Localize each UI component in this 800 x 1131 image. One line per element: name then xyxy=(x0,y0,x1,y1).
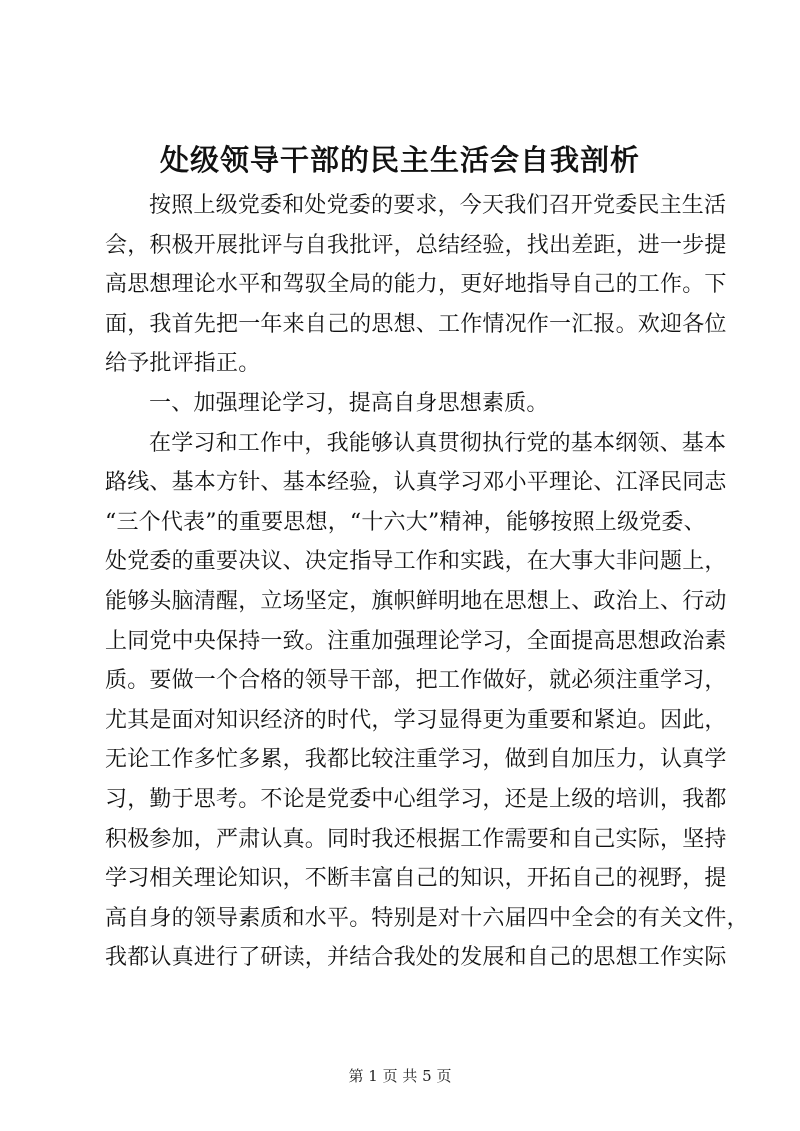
body-line: 质。要做一个合格的领导干部，把工作做好，就必须注重学习， xyxy=(105,668,727,694)
section-heading: 一、加强理论学习，提高自身思想素质。 xyxy=(149,390,549,416)
document-title: 处级领导干部的民主生活会自我剖析 xyxy=(159,143,640,177)
document-body xyxy=(105,186,749,978)
body-line: 上同党中央保持一致。注重加强理论学习，全面提高思想政治素 xyxy=(105,628,727,654)
body-line: 按照上级党委和处党委的要求，今天我们召开党委民主生活 xyxy=(149,193,727,218)
body-line: 高思想理论水平和驾驭全局的能力，更好地指导自己的工作。下 xyxy=(105,272,727,298)
body-line: 面，我首先把一年来自己的思想、工作情况作一汇报。欢迎各位 xyxy=(105,311,727,337)
body-line: 会，积极开展批评与自我批评，总结经验，找出差距，进一步提 xyxy=(105,232,727,258)
body-line: 习，勤于思考。不论是党委中心组学习，还是上级的培训，我都 xyxy=(105,786,727,812)
body-line: 尤其是面对知识经济的时代，学习显得更为重要和紧迫。因此， xyxy=(105,707,727,733)
body-line: 我都认真进行了研读，并结合我处的发展和自己的思想工作实际 xyxy=(105,945,727,971)
body-line: “三个代表”的重要思想，“十六大”精神，能够按照上级党委、 xyxy=(105,509,706,535)
body-line: 高自身的领导素质和水平。特别是对十六届四中全会的有关文件， xyxy=(105,905,749,931)
body-line: 在学习和工作中，我能够认真贯彻执行党的基本纲领、基本 xyxy=(149,430,727,456)
body-line: 无论工作多忙多累，我都比较注重学习，做到自加压力，认真学 xyxy=(105,747,727,773)
body-line: 路线、基本方针、基本经验，认真学习邓小平理论、江泽民同志 xyxy=(105,470,727,496)
body-line: 积极参加，严肃认真。同时我还根据工作需要和自己实际，坚持 xyxy=(105,826,727,852)
body-line: 学习相关理论知识，不断丰富自己的知识，开拓自己的视野，提 xyxy=(105,866,727,892)
body-line: 处党委的重要决议、决定指导工作和实践，在大事大非问题上， xyxy=(105,549,727,575)
body-line: 能够头脑清醒，立场坚定，旗帜鲜明地在思想上、政治上、行动 xyxy=(105,588,727,614)
body-line: 给予批评指正。 xyxy=(105,351,261,377)
page-number-footer: 第 1 页 共 5 页 xyxy=(348,1067,452,1085)
